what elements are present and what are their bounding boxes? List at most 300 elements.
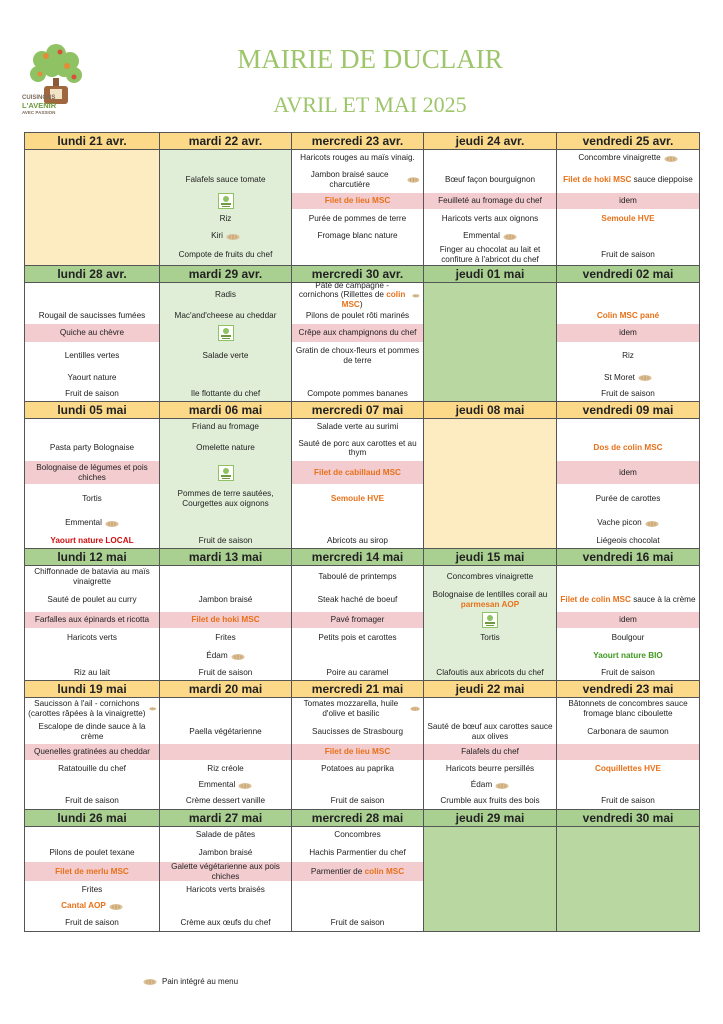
day-menu-mercredi	[292, 566, 424, 681]
menu-item-text: Semoule HVE	[330, 493, 385, 503]
menu-item	[160, 461, 291, 484]
menu-item	[557, 342, 699, 369]
day-menu-vendredi	[557, 566, 700, 681]
menu-item	[424, 566, 556, 587]
menu-item-text: Pâté de campagne - cornichons (Rillettes de	[298, 280, 389, 300]
menu-item	[160, 793, 291, 809]
menu-item-text: Filet de hoki MSC	[191, 615, 260, 625]
day-header-lundi: lundi 05 mai	[25, 402, 160, 419]
day-menu-lundi	[25, 419, 160, 549]
menu-item-text: Vache picon	[597, 518, 642, 528]
menu-item-text: )	[359, 299, 363, 309]
vege-badge-icon	[482, 612, 498, 628]
menu-item-text: Haricots verts aux oignons	[441, 213, 539, 223]
day-menu-mercredi	[292, 698, 424, 810]
day-menu-jeudi	[424, 566, 557, 681]
menu-item	[25, 914, 159, 931]
menu-table	[24, 132, 700, 932]
menu-item	[160, 719, 291, 744]
menu-item	[292, 793, 423, 809]
menu-item-text: Purée de pommes de terre	[308, 213, 407, 223]
day-menu-mardi	[160, 150, 292, 266]
menu-item	[557, 760, 699, 777]
menu-item	[424, 193, 556, 209]
menu-item-text: Fruit de saison	[330, 917, 385, 927]
legend	[143, 977, 238, 986]
menu-item	[25, 533, 159, 548]
menu-item-text: Crêpe aux champignons du chef	[298, 328, 417, 338]
day-header-vendredi: vendredi 30 mai	[557, 810, 700, 827]
menu-item-text: Mac'and'cheese au cheddar	[174, 310, 277, 320]
day-menu-vendredi	[557, 283, 700, 402]
menu-item-text: idem	[619, 615, 637, 625]
bread-icon	[412, 292, 420, 299]
menu-item-text: Fromage blanc nature	[317, 231, 398, 241]
menu-item	[160, 435, 291, 461]
menu-item-text: Bœuf façon bourguignon	[444, 174, 536, 184]
menu-item-text: Sauté de poulet au curry	[47, 594, 137, 604]
week-menu-row	[25, 827, 700, 932]
bread-icon	[149, 705, 156, 712]
menu-item-text: Chiffonnade de batavia au maïs vinaigrette	[34, 567, 150, 586]
menu-item-text: Taboulé de printemps	[318, 571, 397, 581]
bread-icon	[231, 653, 245, 660]
menu-item	[160, 862, 291, 881]
menu-item-text: Gratin de choux-fleurs et pommes de terre	[295, 346, 420, 365]
menu-item-text: Colin MSC pané	[596, 310, 660, 320]
menu-item-text: Emmental	[65, 518, 102, 528]
menu-item	[292, 744, 423, 760]
menu-item-text: Dos de colin MSC	[593, 443, 663, 453]
menu-item	[25, 324, 159, 342]
menu-item-text: Rougail de saucisses fumées	[38, 310, 146, 320]
menu-item-text: Feuilleté au fromage du chef	[438, 196, 542, 206]
menu-item	[557, 665, 699, 680]
menu-item-text: Compote pommes bananes	[307, 388, 408, 398]
menu-item-text: St Moret	[604, 372, 635, 382]
day-header-lundi: lundi 19 mai	[25, 681, 160, 698]
menu-item-text: sauce dieppoise	[631, 174, 693, 184]
day-menu-vendredi	[557, 150, 700, 266]
menu-item	[557, 209, 699, 228]
menu-item-text: Pilons de poulet rôti marinés	[305, 310, 410, 320]
day-menu-mardi	[160, 827, 292, 932]
menu-item-text: Pasta party Bolognaise	[49, 443, 135, 453]
menu-item	[25, 698, 159, 719]
day-menu-lundi	[25, 150, 160, 266]
day-menu-vendredi	[557, 419, 700, 549]
day-header-lundi: lundi 28 avr.	[25, 266, 160, 283]
menu-item	[160, 698, 291, 719]
menu-item	[292, 898, 423, 914]
bread-icon	[664, 155, 678, 162]
day-header-mardi: mardi 29 avr.	[160, 266, 292, 283]
menu-item	[160, 777, 291, 793]
menu-item-text: parmesan AOP	[460, 599, 520, 609]
page-title: MAIRIE DE DUCLAIR	[237, 44, 503, 74]
menu-item	[292, 228, 423, 244]
menu-item	[292, 484, 423, 513]
menu-item	[292, 628, 423, 647]
legend-text: Pain intégré au menu	[162, 977, 239, 986]
day-menu-lundi	[25, 827, 160, 932]
menu-item	[292, 533, 423, 548]
menu-item	[424, 647, 556, 665]
menu-item-text: Concombre vinaigrette	[578, 153, 661, 163]
menu-item	[292, 914, 423, 931]
day-menu-mardi	[160, 419, 292, 549]
menu-item-text: Emmental	[463, 231, 500, 241]
menu-item-text: Friand au fromage	[192, 422, 259, 432]
menu-item-text: Compote de fruits du chef	[178, 249, 273, 259]
bread-icon	[638, 374, 652, 381]
menu-item	[160, 513, 291, 533]
menu-item	[557, 628, 699, 647]
menu-item	[160, 166, 291, 193]
menu-item	[292, 369, 423, 386]
menu-item-text: Fruit de saison	[65, 796, 119, 806]
menu-item	[557, 166, 699, 193]
menu-item	[292, 150, 423, 166]
menu-item	[557, 647, 699, 665]
menu-item-text: Radis	[215, 290, 236, 300]
menu-item-text: Filet de merlu MSC	[55, 866, 129, 876]
menu-item-text: Poire au caramel	[326, 667, 389, 677]
menu-item	[424, 166, 556, 193]
day-header-jeudi: jeudi 15 mai	[424, 549, 557, 566]
menu-item	[160, 419, 291, 435]
menu-item	[160, 533, 291, 548]
menu-item-text: Clafoutis aux abricots du chef	[436, 667, 544, 677]
day-header-jeudi: jeudi 24 avr.	[424, 133, 557, 150]
menu-item-text: Haricots verts braisés	[186, 884, 265, 894]
day-header-lundi: lundi 12 mai	[25, 549, 160, 566]
menu-item-text: Riz	[219, 213, 232, 223]
menu-item-text: Sauté de bœuf aux carottes sauce aux olives	[427, 722, 553, 741]
menu-item	[292, 719, 423, 744]
menu-item	[292, 386, 423, 401]
menu-item-text: Yaourt nature	[67, 372, 117, 382]
menu-item-text: Tortis	[82, 493, 102, 503]
day-menu-mardi	[160, 283, 292, 402]
menu-item-text: Fruit de saison	[601, 667, 655, 677]
menu-item-text: Falafels sauce tomate	[185, 174, 266, 184]
menu-item	[160, 827, 291, 843]
menu-item-text: Galette végétarienne aux pois chiches	[171, 862, 280, 881]
menu-item	[557, 461, 699, 484]
menu-item	[160, 587, 291, 612]
menu-item	[557, 612, 699, 628]
menu-item	[160, 914, 291, 931]
menu-item	[160, 150, 291, 166]
menu-item	[292, 435, 423, 461]
menu-item-text: Édam	[470, 780, 493, 790]
menu-item	[25, 719, 159, 744]
menu-item-text: Filet de cabillaud MSC	[314, 467, 401, 477]
menu-item	[160, 628, 291, 647]
menu-item	[292, 209, 423, 228]
week-menu-row	[25, 283, 700, 402]
menu-item-text: Quenelles gratinées au cheddar	[33, 747, 151, 757]
day-menu-jeudi	[424, 419, 557, 549]
menu-item	[292, 777, 423, 793]
menu-item-text: Semoule HVE	[601, 213, 655, 223]
menu-item-text: Fruit de saison	[601, 249, 655, 259]
menu-item	[292, 461, 423, 484]
day-header-mercredi: mercredi 21 mai	[292, 681, 424, 698]
day-header-lundi: lundi 26 mai	[25, 810, 160, 827]
bread-icon	[410, 705, 420, 712]
menu-item-text: Haricots verts	[66, 632, 118, 642]
menu-item	[292, 827, 423, 843]
day-menu-jeudi	[424, 150, 557, 266]
day-header-mercredi: mercredi 14 mai	[292, 549, 424, 566]
menu-item	[292, 566, 423, 587]
day-header-vendredi: vendredi 23 mai	[557, 681, 700, 698]
menu-item-text: Bolognaise de lentilles corail au	[432, 590, 548, 599]
bread-icon	[109, 903, 123, 910]
menu-item	[25, 760, 159, 777]
menu-item	[160, 342, 291, 369]
menu-item	[292, 419, 423, 435]
day-header-jeudi: jeudi 29 mai	[424, 810, 557, 827]
menu-item	[160, 612, 291, 628]
menu-item	[25, 744, 159, 760]
menu-item	[292, 280, 423, 309]
menu-item-text: Saucisson à l'ail - cornichons (carottes râpées à la vinaigrette)	[28, 699, 146, 718]
menu-item-text: Crème dessert vanille	[185, 796, 266, 806]
day-header-jeudi: jeudi 22 mai	[424, 681, 557, 698]
menu-item-text: Ile flottante du chef	[190, 388, 261, 398]
menu-item	[160, 228, 291, 244]
menu-item-text: Potatoes au paprika	[321, 763, 394, 773]
menu-item	[424, 587, 556, 612]
menu-item	[25, 307, 159, 324]
menu-item	[292, 647, 423, 665]
menu-item	[557, 513, 699, 533]
menu-item-text: Salade de pâtes	[195, 830, 256, 840]
menu-item	[160, 369, 291, 386]
menu-item	[424, 665, 556, 680]
day-menu-lundi	[25, 283, 160, 402]
menu-item-text: Jambon braisé sauce charcutière	[310, 170, 389, 189]
menu-item	[292, 862, 423, 881]
menu-item-text: Fruit de saison	[65, 917, 119, 927]
menu-item-text: Fruit de saison	[601, 388, 655, 398]
week-header-row	[25, 133, 700, 150]
menu-item-text: Filet de hoki MSC	[563, 174, 632, 184]
week-header-row	[25, 402, 700, 419]
day-header-vendredi: vendredi 09 mai	[557, 402, 700, 419]
menu-item-text: Filet de lieu MSC	[324, 196, 391, 206]
menu-item-text: Tortis	[480, 632, 500, 642]
week-menu-row	[25, 566, 700, 681]
menu-item	[160, 484, 291, 513]
menu-item-text: Fruit de saison	[330, 796, 385, 806]
menu-item-text: Concombres	[334, 830, 381, 840]
menu-item-text: Abricots au sirop	[327, 535, 388, 545]
day-header-vendredi: vendredi 02 mai	[557, 266, 700, 283]
logo-line-1: CUISINONS	[22, 95, 56, 101]
menu-item-text: Escalope de dinde sauce à la crème	[38, 722, 146, 741]
menu-item	[557, 244, 699, 265]
week-menu-row	[25, 150, 700, 266]
day-header-vendredi: vendredi 25 avr.	[557, 133, 700, 150]
menu-item	[424, 244, 556, 265]
menu-item	[557, 533, 699, 548]
menu-item	[557, 283, 699, 307]
menu-item-text: Farfalles aux épinards et ricotta	[34, 615, 150, 625]
menu-item	[160, 193, 291, 209]
menu-item	[292, 324, 423, 342]
menu-item-text: Salade verte au surimi	[316, 422, 399, 432]
menu-item	[424, 228, 556, 244]
menu-item	[557, 386, 699, 401]
week-header-row	[25, 810, 700, 827]
menu-item-text: idem	[619, 328, 637, 338]
vege-badge-icon	[218, 193, 234, 209]
menu-item-text: Bâtonnets de concombres sauce fromage blanc ciboulette	[568, 699, 688, 718]
menu-item	[424, 760, 556, 777]
day-header-mercredi: mercredi 30 avr.	[292, 266, 424, 283]
menu-item-text: Édam	[206, 651, 228, 661]
menu-item	[557, 566, 699, 587]
day-menu-vendredi	[557, 827, 700, 932]
menu-item-text: Boulgour	[611, 632, 645, 642]
menu-item	[424, 777, 556, 793]
menu-item	[557, 744, 699, 760]
logo-line-2: L'AVENIR	[22, 101, 57, 110]
menu-item	[424, 719, 556, 744]
vege-badge-icon	[218, 325, 234, 341]
bread-icon	[238, 782, 252, 789]
menu-item-text: Filet de lieu MSC	[324, 747, 391, 757]
menu-item-text: Yaourt nature BIO	[593, 651, 663, 661]
menu-item-text: Jambon braisé	[198, 847, 253, 857]
day-header-mercredi: mercredi 23 avr.	[292, 133, 424, 150]
menu-item	[292, 342, 423, 369]
menu-item-text: Jambon braisé	[198, 594, 253, 604]
day-header-vendredi: vendredi 16 mai	[557, 549, 700, 566]
menu-item-text: Haricots rouges au maïs vinaig.	[300, 153, 415, 163]
day-header-mardi: mardi 20 mai	[160, 681, 292, 698]
menu-item	[292, 665, 423, 680]
menu-item-text: Lentilles vertes	[64, 350, 120, 360]
day-menu-lundi	[25, 566, 160, 681]
menu-item	[424, 150, 556, 166]
menu-item	[160, 647, 291, 665]
menu-item-text: Quiche au chèvre	[59, 328, 125, 338]
day-menu-jeudi	[424, 827, 557, 932]
menu-item	[557, 307, 699, 324]
day-header-mercredi: mercredi 28 mai	[292, 810, 424, 827]
menu-item	[292, 193, 423, 209]
menu-item	[292, 881, 423, 898]
menu-item	[25, 419, 159, 435]
menu-item	[25, 843, 159, 862]
menu-item-text: Pavé fromager	[330, 615, 385, 625]
day-header-jeudi: jeudi 01 mai	[424, 266, 557, 283]
menu-item	[25, 342, 159, 369]
menu-item	[25, 587, 159, 612]
menu-item	[160, 386, 291, 401]
menu-item	[424, 628, 556, 647]
menu-item	[160, 881, 291, 898]
day-menu-mercredi	[292, 150, 424, 266]
menu-item	[292, 307, 423, 324]
menu-item-text: Crème aux œufs du chef	[180, 917, 271, 927]
menu-item	[25, 566, 159, 587]
menu-item-text: Purée de carottes	[595, 493, 661, 503]
bread-icon	[143, 978, 157, 985]
bread-icon	[105, 520, 119, 527]
menu-item	[25, 484, 159, 513]
menu-item	[557, 324, 699, 342]
day-menu-jeudi	[424, 698, 557, 810]
menu-item-text: Frites	[81, 884, 103, 894]
menu-item	[25, 881, 159, 898]
menu-item	[557, 150, 699, 166]
menu-item-text: Finger au chocolat au lait et confiture à l'abricot du chef	[439, 245, 541, 264]
day-menu-vendredi	[557, 698, 700, 810]
menu-item	[557, 793, 699, 809]
menu-item	[160, 324, 291, 342]
menu-item	[160, 665, 291, 680]
menu-item	[557, 587, 699, 612]
menu-item-text: Pilons de poulet texane	[49, 847, 135, 857]
menu-item-text: idem	[619, 196, 637, 206]
bread-icon	[495, 782, 509, 789]
menu-item-text: Frites	[215, 632, 236, 642]
menu-item-text: Fruit de saison	[198, 667, 253, 677]
menu-item	[25, 862, 159, 881]
day-menu-mercredi	[292, 419, 424, 549]
day-menu-mercredi	[292, 827, 424, 932]
menu-item	[557, 193, 699, 209]
day-header-mardi: mardi 22 avr.	[160, 133, 292, 150]
menu-item-text: Parmentier de	[310, 866, 365, 876]
menu-item-text: Fruit de saison	[65, 388, 119, 398]
menu-item	[25, 283, 159, 307]
menu-item	[424, 698, 556, 719]
menu-item	[160, 744, 291, 760]
day-menu-mardi	[160, 698, 292, 810]
menu-item	[25, 898, 159, 914]
menu-item	[557, 777, 699, 793]
logo-text	[22, 95, 92, 116]
menu-item	[160, 898, 291, 914]
menu-item-text: Riz	[622, 350, 634, 360]
menu-item-text: Haricots beurre persillés	[445, 763, 535, 773]
menu-item	[424, 612, 556, 628]
day-header-mardi: mardi 27 mai	[160, 810, 292, 827]
day-header-lundi: lundi 21 avr.	[25, 133, 160, 150]
menu-item-text: Fruit de saison	[198, 535, 253, 545]
menu-item	[25, 369, 159, 386]
menu-item	[424, 209, 556, 228]
bread-icon	[503, 233, 517, 240]
menu-item-text: Falafels du chef	[461, 747, 519, 757]
menu-item	[25, 827, 159, 843]
week-header-row	[25, 549, 700, 566]
menu-item	[25, 513, 159, 533]
logo-line-3: AVEC PASSION	[22, 110, 56, 115]
menu-item	[424, 793, 556, 809]
day-header-mardi: mardi 13 mai	[160, 549, 292, 566]
day-header-jeudi: jeudi 08 mai	[424, 402, 557, 419]
bread-icon	[645, 520, 659, 527]
day-menu-lundi	[25, 698, 160, 810]
